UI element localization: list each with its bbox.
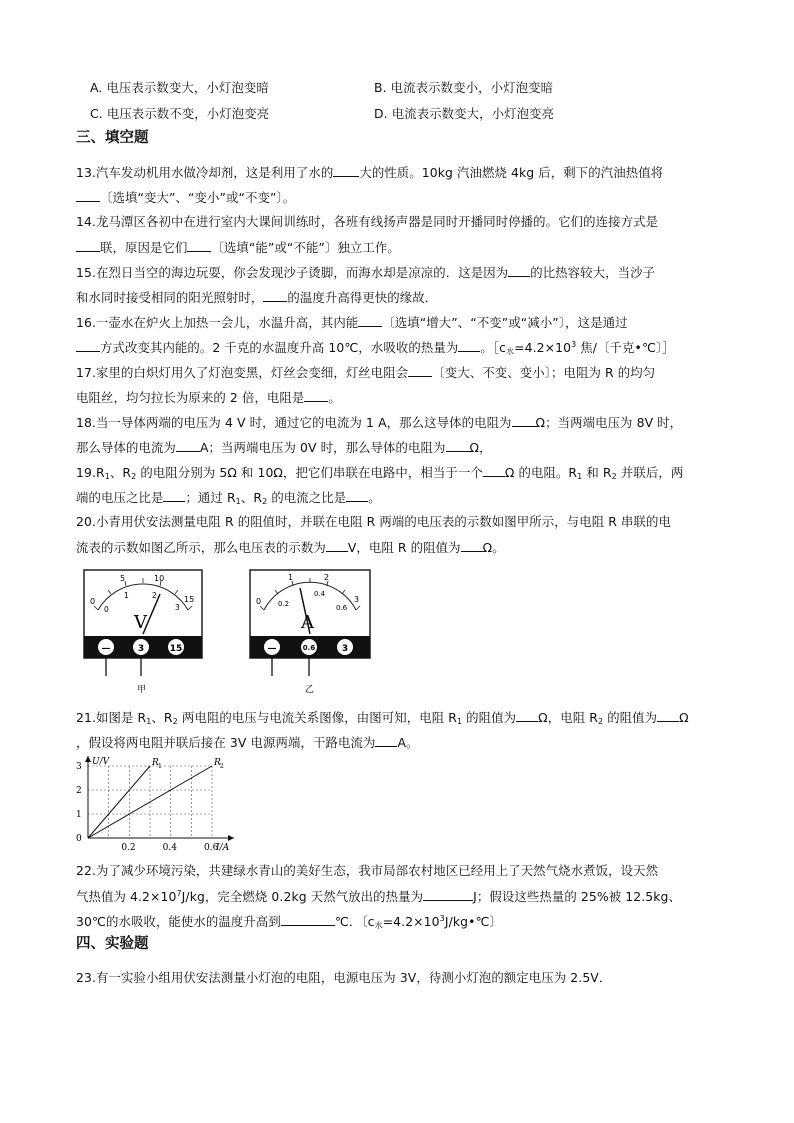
- ammeter-top-0: 0: [256, 597, 262, 606]
- voltmeter-terminal-label-15: 15: [169, 644, 183, 654]
- voltmeter-unit: V: [134, 612, 147, 633]
- voltmeter-bottom-1: 1: [124, 591, 129, 600]
- ammeter-bottom-0-2: 0.2: [278, 600, 290, 608]
- question-17-line-1: 17.家里的白炽灯用久了灯泡变黑，灯丝会变细，灯丝电阻会 〔变大、不变、变小〕；电阻为 R 的均匀: [76, 365, 656, 380]
- question-17-line-2: 电阻丝，均匀拉长为原来的 2 倍，电阻是 。: [76, 390, 341, 405]
- y-tick-label: 3: [76, 762, 82, 772]
- series-label-r2: R: [214, 758, 221, 768]
- series-label-r1: R: [152, 758, 159, 768]
- question-18-line-1: 18.当一导体两端的电压为 4 V 时，通过它的电流为 1 A，那么这导体的电阻为 Ω；当两端电压为 8V 时，: [76, 415, 683, 430]
- question-16-line-1: 16.一壶水在炉火上加热一会儿，水温升高，其内能 〔选填“增大”、“不变”或“减小”〕，这是通过: [76, 315, 628, 330]
- option-a: A. 电压表示数变大，小灯泡变暗: [90, 80, 269, 95]
- y-tick-label: 2: [76, 786, 82, 796]
- question-21-line-2: ，假设将两电阻并联后接在 3V 电源两端，干路电流为 A。: [76, 735, 419, 750]
- ammeter-top-1: 1: [288, 573, 294, 582]
- question-14-line-1: 14.龙马潭区各初中在进行室内大课间训练时，各班有线扬声器是同时开播同时停播的。它们的连接方式是: [76, 214, 659, 229]
- question-13-line-2: 〔选填“变大”、“变小”或“不变”〕。: [76, 189, 295, 206]
- question-14-line-2: 联，原因是它们 〔选填“能”或“不能”〕独立工作。: [76, 239, 400, 256]
- question-15-line-2: 和水同时接受相同的阳光照射时， 的温度升高得更快的缘故．: [76, 290, 438, 305]
- question-19-line-2: 端的电压之比是 ；通过 $R_1$、$R_2$ 的电流之比是 。: [76, 490, 381, 506]
- x-tick-label: 0.2: [121, 843, 136, 853]
- ammeter-top-3: 3: [354, 595, 360, 604]
- voltmeter-bottom-0: 0: [104, 605, 109, 614]
- question-16-line-2: 方式改变其内能的。2 千克的水温度升高 10℃，水吸收的热量为 。$[c_水=4.2\times 10^3$ 焦/〔千克•℃〕］: [76, 339, 675, 356]
- option-b: B. 电流表示数变小，小灯泡变暗: [374, 80, 554, 95]
- y-tick-label: 0: [76, 834, 82, 844]
- ammeter-bottom-0-6: 0.6: [336, 604, 348, 612]
- u-i-graph: [70, 754, 246, 858]
- ammeter-caption: 乙: [305, 685, 315, 695]
- ammeter-terminal-label-0-6: 0.6: [302, 644, 316, 652]
- series-label-sub-r2: 2: [220, 763, 224, 770]
- option-c: C. 电压表示数不变，小灯泡变亮: [90, 106, 270, 121]
- voltmeter-caption: 甲: [137, 685, 147, 695]
- voltmeter-bottom-2: 2: [152, 591, 157, 600]
- question-22-line-3: 30℃的水吸收，能使水的温度升高到 ℃．〔$c_水=4.2\times 10^3J/kg•℃$〕: [76, 914, 503, 930]
- question-23: 23.有一实验小组用伏安法测量小灯泡的电阻，电源电压为 3V，待测小灯泡的额定电压为 2.5V．: [76, 970, 612, 985]
- option-d: D. 电流表示数变大，小灯泡变亮: [374, 106, 555, 121]
- y-axis-arrow: [85, 756, 91, 762]
- question-13-line-1: 13.汽车发动机用水做冷却剂，这是利用了水的 大的性质。10kg 汽油燃烧 4kg 后，剩下的汽油热值将: [76, 165, 664, 180]
- series-line-r1: [88, 766, 150, 838]
- voltmeter-terminal-label-3: 3: [137, 644, 145, 654]
- question-22-line-2: 气热值为 $4.2\times 10^7J/kg$，完全燃烧 0.2kg 天然气放出的热量为 J；假设这些热量的 25%被 12.5kg、: [76, 889, 681, 904]
- question-15-line-1: 15.在烈日当空的海边玩耍，你会发现沙子烫脚，而海水却是凉凉的．这是因为 的比热容较大，当沙子: [76, 265, 656, 280]
- ammeter-terminal-label-3: 3: [341, 644, 349, 654]
- graph-tick-labels: [76, 757, 230, 853]
- voltmeter-top-15: 15: [184, 595, 195, 604]
- y-tick-label: 1: [76, 810, 82, 820]
- voltmeter-figure: [76, 566, 210, 698]
- voltmeter-top-5: 5: [120, 574, 126, 583]
- voltmeter-top-0: 0: [90, 597, 96, 606]
- question-21-line-1: 21.如图是 $R_1$、$R_2$ 两电阻的电压与电流关系图像，由图可知，电阻 $R_1$ 的阻值为 Ω，电阻 $R_2$ 的阻值为 Ω: [76, 710, 689, 726]
- question-22-line-1: 22.为了减少环境污染，共建绿水青山的美好生态，我市局部农村地区已经用上了天然气烧水煮饭，设天然: [76, 863, 659, 878]
- y-axis-label: U/V: [92, 757, 110, 767]
- voltmeter-terminal-label-negative: —: [101, 644, 111, 654]
- section-heading-fill-in: 三、填空题: [76, 130, 149, 146]
- voltmeter-top-10: 10: [154, 574, 165, 583]
- question-18-line-2: 那么导体的电流为 A；当两端电压为 0V 时，那么导体的电阻为 Ω，: [76, 440, 492, 455]
- question-19-line-1: $19.R_1$、$R_2$ 的电阻分别为 5Ω 和 10Ω，把它们串联在电路中，相当于一个 Ω 的电阻。$R_1$ 和 $R_2$ 并联后，两: [76, 465, 684, 481]
- section-heading-experiment: 四、实验题: [76, 936, 149, 952]
- ammeter-terminal-label-negative: —: [267, 644, 277, 654]
- voltmeter-bottom-3: 3: [175, 603, 180, 612]
- ammeter-bottom-0-4: 0.4: [314, 590, 326, 598]
- question-20-line-2: 流表的示数如图乙所示，那么电压表的示数为 V，电阻 R 的阻值为 Ω。: [76, 540, 505, 555]
- ammeter-unit: A: [301, 612, 314, 633]
- x-tick-label: 0.4: [162, 843, 177, 853]
- ammeter-top-2: 2: [324, 573, 330, 582]
- x-tick-label: 0.6: [204, 843, 219, 853]
- x-axis-label: I/A: [216, 843, 230, 853]
- ammeter-figure: [242, 566, 378, 698]
- x-axis-arrow: [228, 835, 234, 841]
- question-20-line-1: 20.小青用伏安法测量电阻 R 的阻值时，并联在电阻 R 两端的电压表的示数如图甲所示，与电阻 R 串联的电: [76, 514, 671, 529]
- series-label-sub-r1: 1: [158, 763, 162, 770]
